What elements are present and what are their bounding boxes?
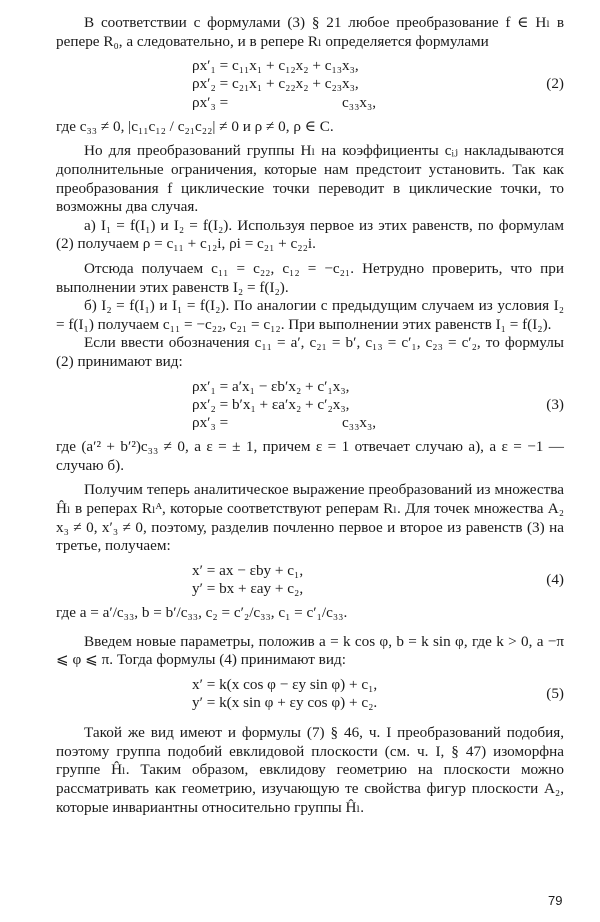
paragraph-notation: Если ввести обозначения c₁₁ = a′, c₂₁ = b′, c₁₃ = c′₁, c₂₃ = c′₂, то формулы (2) принимают вид: xyxy=(56,334,564,370)
equation-line: y′ = bx + εay + c₂, xyxy=(192,579,304,597)
equation-number: (5) xyxy=(546,684,564,702)
equation-line: y′ = k(x sin φ + εy cos φ) + c₂. xyxy=(192,694,378,712)
paragraph-epsilon: где (a′² + b′²)c₃₃ ≠ 0, а ε = ± 1, причем ε = 1 отвечает случаю а), а ε = −1 — случаю б). xyxy=(56,438,564,474)
paragraph-case-a: а) I₁ = f(I₁) и I₂ = f(I₂). Используя первое из этих равенств, по формулам (2) получаем ρ = c₁₁ + c₁₂i, ρi = c₂₁ + c₂₂i. xyxy=(56,216,564,253)
paragraph-case-b: б) I₂ = f(I₁) и I₁ = f(I₂). По аналогии с предыдущим случаем из условия I₂ = f(I₁) получаем c₁₁ = −c₂₂, c₂₁ = c₁₂. При выполнении этих равенств I₁ = f(I₂). xyxy=(56,297,564,333)
equation-4 xyxy=(56,562,564,598)
equation-line: ρx′₁ = a′x₁ − εb′x₂ + c′₁x₃, xyxy=(192,377,350,395)
equation-line: ρx′₂ = b′x₁ + εa′x₂ + c′₂x₃, xyxy=(192,395,350,413)
equation-line: ρx′₃ = c₃₃x₃, xyxy=(192,93,377,111)
paragraph-intro: В соответствии с формулами (3) § 21 любое преобразование f ∈ Hₗ в репере R₀, а следовательно, и в репере Rₗ определяется формулами xyxy=(56,14,564,50)
equation-2 xyxy=(56,57,564,112)
equation-line: x′ = k(x cos φ − εy sin φ) + c₁, xyxy=(192,675,378,693)
paragraph-restrictions: Но для преобразований группы Hₗ на коэффициенты cᵢⱼ накладываются дополнительные ограничения, которые нам предстоит установить. Так как преобразования f циклические точки переводит в циклические точки, то возможны два случая. xyxy=(56,142,564,216)
condition-line: где c₃₃ ≠ 0, |c₁₁c₁₂ / c₂₁c₂₂| ≠ 0 и ρ ≠ 0, ρ ∈ C. xyxy=(56,117,334,135)
paragraph-case-a-result: Отсюда получаем c₁₁ = c₂₂, c₁₂ = −c₂₁. Нетрудно проверить, что при выполнении этих равенств I₂ = f(I₂). xyxy=(56,259,564,296)
page-number: 79 xyxy=(548,893,563,908)
condition-line: где a = a′/c₃₃, b = b′/c₃₃, c₂ = c′₂/c₃₃, c₁ = c′₁/c₃₃. xyxy=(56,604,348,622)
equation-number: (3) xyxy=(546,395,564,413)
equation-line: ρx′₃ = c₃₃x₃, xyxy=(192,413,377,431)
page-body xyxy=(56,14,564,817)
equation-number: (2) xyxy=(546,75,564,93)
equation-line: ρx′₁ = c₁₁x₁ + c₁₂x₂ + c₁₃x₃, xyxy=(192,57,359,75)
equation-line: ρx′₂ = c₂₁x₁ + c₂₂x₂ + c₂₃x₃, xyxy=(192,75,359,93)
equation-line: x′ = ax − εby + c₁, xyxy=(192,561,304,579)
paragraph-conclusion: Такой же вид имеют и формулы (7) § 46, ч. I преобразований подобия, поэтому группа подобий евклидовой плоскости (см. ч. I, § 47) изоморфна группе Ĥₗ. Таким образом, евклидову геометрию на плоскости можно рассматривать как геометрию, изучающую те свойства фигур плоскости A₂, которые инвариантны относительно группы Ĥₗ. xyxy=(56,724,564,816)
equation-5 xyxy=(56,676,564,712)
paragraph-parameters: Введем новые параметры, положив a = k cos φ, b = k sin φ, где k > 0, а −π ⩽ φ ⩽ π. Тогда формулы (4) принимают вид: xyxy=(56,632,564,669)
paragraph-analytic: Получим теперь аналитическое выражение преобразований из множества Ĥₗ в реперах Rₗᴬ, которые соответствуют реперам Rₗ. Для точек множества A₂ x₃ ≠ 0, x′₃ ≠ 0, поэтому, разделив почленно первое и второе из равенств (3) на третье, получаем: xyxy=(56,481,564,555)
equation-number: (4) xyxy=(546,570,564,588)
equation-3 xyxy=(56,378,564,433)
